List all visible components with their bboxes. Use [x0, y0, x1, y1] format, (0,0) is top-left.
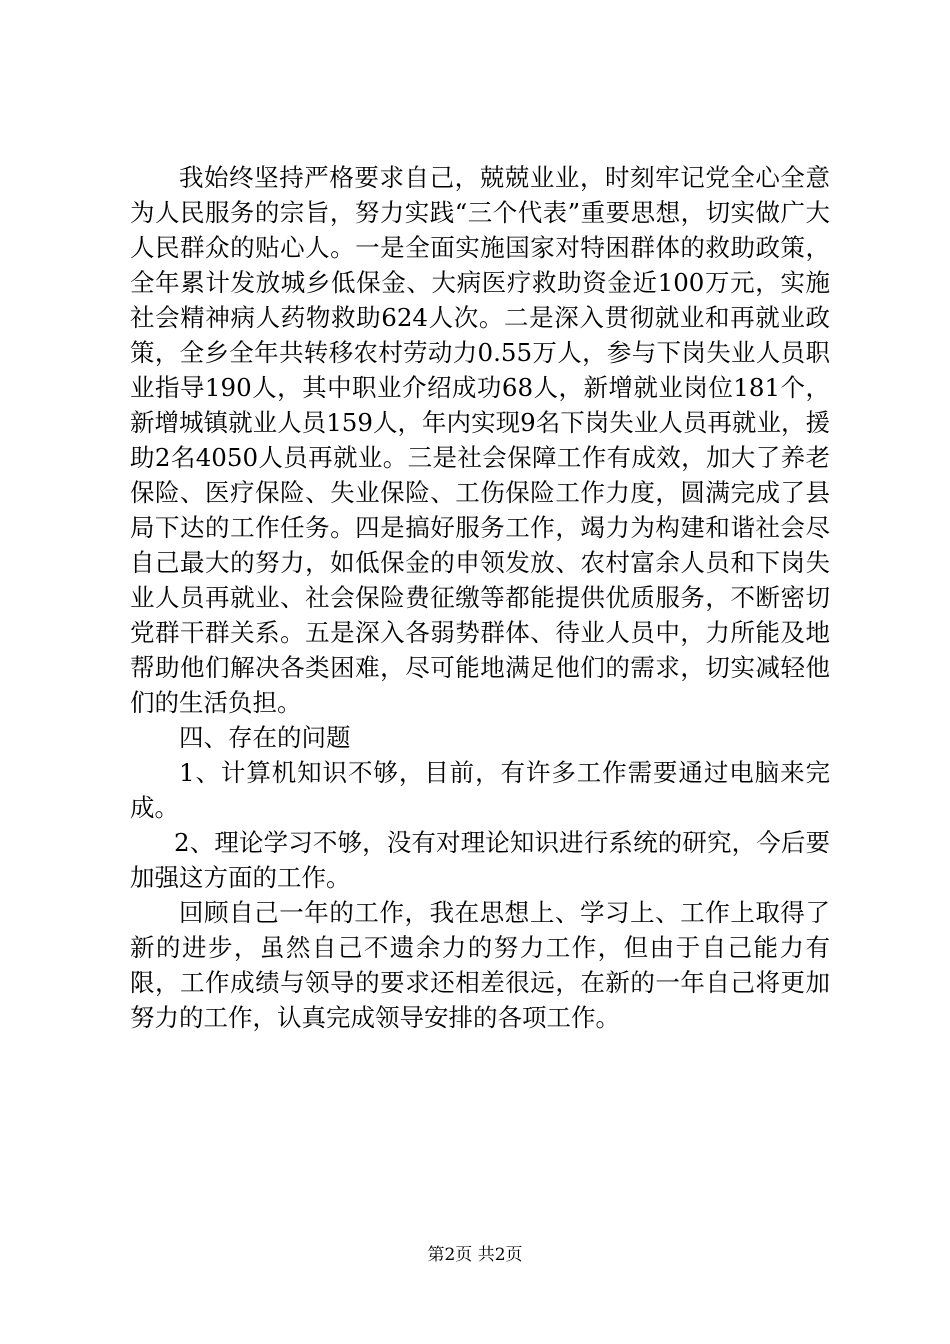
document-body: [130, 160, 830, 1035]
page-footer: 第2页 共2页: [427, 1245, 523, 1265]
section-heading-problems: 四、存在的问题: [179, 723, 351, 752]
paragraph-problem-1: 1、计算机知识不够，目前，有许多工作需要通过电脑来完成。: [130, 758, 830, 822]
paragraph-problem-2: 2、理论学习不够，没有对理论知识进行系统的研究，今后要加强这方面的工作。: [130, 828, 830, 892]
paragraph-work-summary: 我始终坚持严格要求自己，兢兢业业，时刻牢记党全心全意为人民服务的宗旨，努力实践“三个代表”重要思想，切实做广大人民群众的贴心人。一是全面实施国家对特困群体的救助政策，全年累计发放城乡低保金、大病医疗救助资金近100万元，实施社会精神病人药物救助624人次。二是深入贯彻就业和再就业政策，全乡全年共转移农村劳动力0.55万人，参与下岗失业人员职业指导190人，其中职业介绍成功68人，新增就业岗位181个，新增城镇就业人员159人，年内实现9名下岗失业人员再就业，援助2名4050人员再就业。三是社会保障工作有成效，加大了养老保险、医疗保险、失业保险、工伤保险工作力度，圆满完成了县局下达的工作任务。四是搞好服务工作，竭力为构建和谐社会尽自己最大的努力，如低保金的申领发放、农村富余人员和下岗失业人员再就业、社会保险费征缴等都能提供优质服务，不断密切党群干群关系。五是深入各弱势群体、待业人员中，力所能及地帮助他们解决各类困难，尽可能地满足他们的需求，切实减轻他们的生活负担。: [130, 163, 830, 717]
paragraph-conclusion: 回顾自己一年的工作，我在思想上、学习上、工作上取得了新的进步，虽然自己不遗余力的努力工作，但由于自己能力有限，工作成绩与领导的要求还相差很远，在新的一年自己将更加努力的工作，认真完成领导安排的各项工作。: [130, 898, 830, 1032]
